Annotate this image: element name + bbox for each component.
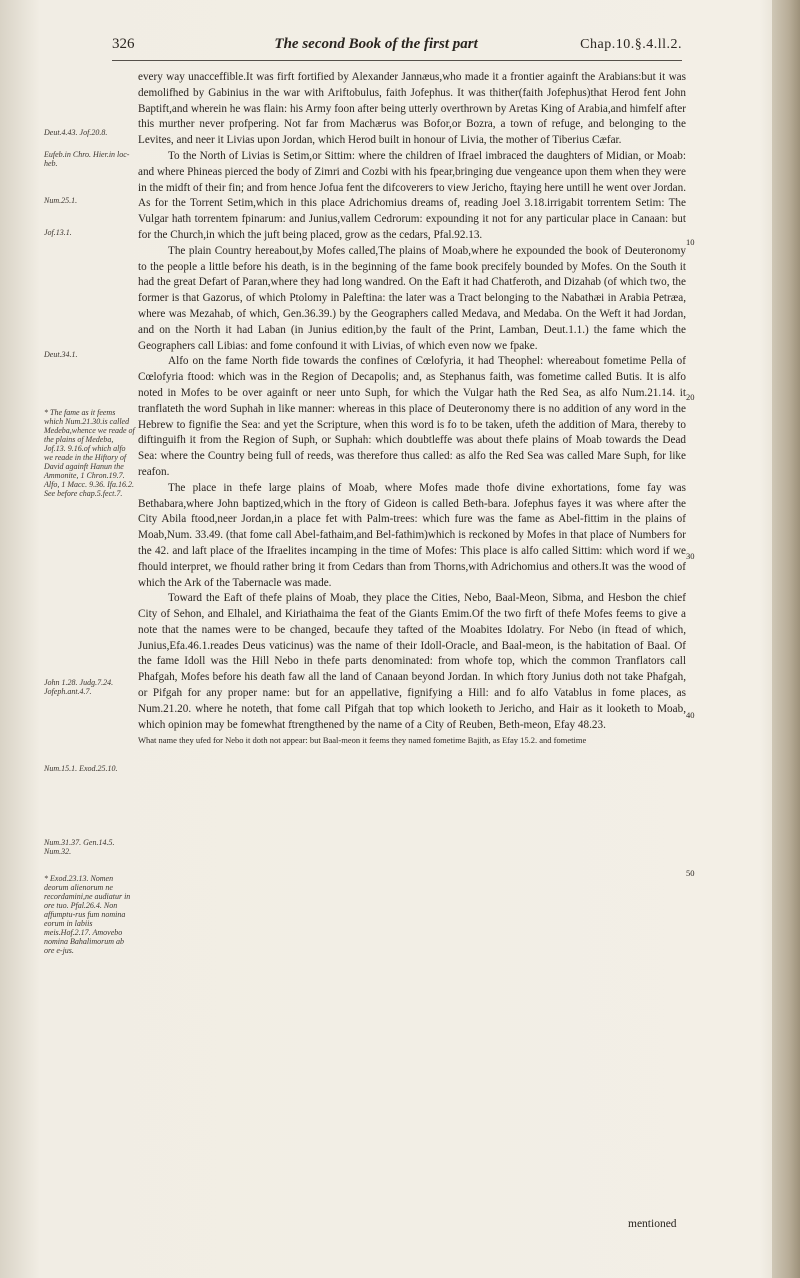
margin-note: Deut.4.43. Jof.20.8. bbox=[44, 128, 108, 137]
paragraph: every way unacceffible.It was firft fortified by Alexander Jannæus,who made it a frontier againft the Arabians:but it was demolifhed by Gabinius in the war with Ariftobulus, faith Jofephus. It was thither(faith Jofephus)that Herod fent John Baptift,and wherein he was flain: his Army foon after being utterly overthrown by Aretas King of Arabia,and himfelf after this murther never profpering. Not far from Machærus was Bofor,or Bozra, a town of refuge, and belonging to the Levites, and neer it Livias upon Jordan, which Herod built in honour of Livia, the mother of Tiberius Cæfar. bbox=[138, 71, 686, 147]
line-number: 10 bbox=[686, 237, 695, 247]
margin-note: Num.15.1. Exod.25.10. bbox=[44, 764, 118, 773]
margin-note: * Exod.23.13. Nomen deorum alienorum ne recordamini,ne audiatur in ore tuo. Pfal.26.4. Non affumptu-rus fum nomina eorum in labiis meis.Hof.2.17. Amovebo nomina Bahalimorum ab ore e-jus. bbox=[44, 874, 131, 955]
paragraph: The place in thefe large plains of Moab, where Mofes made thofe divine exhortations, fome fay was Bethabara,where John baptized,which in the ftory of Gideon is called Beth-bara. Jofephus fayes it was where after the City Abila ftood,neer Jordan,in a place fet with Palm-trees: which fure was the fame as Abel-fittim in the plains of Moab,Num. 33.49. (that fome call Abel-fathaim,and Bel-fathim)which is reckoned by Mofes in that place of Numbers for the 42. and laft place of the Ifraelites incamping in the time of Mofes: This place is alfo called Sittim: which word if we fhould interpret, we fhould rather bring it from Cedars than from Thorns,with Adrichomius and others.It was the wood of which the Ark of the Tabernacle was made. bbox=[138, 481, 686, 589]
margin-note: Deut.34.1. bbox=[44, 350, 78, 359]
page-edge-shadow bbox=[772, 0, 800, 1278]
margin-note: Jof.13.1. bbox=[44, 228, 72, 237]
margin-note: Num.31.37. Gen.14.5. Num.32. bbox=[44, 838, 115, 856]
running-title: The second Book of the first part bbox=[274, 36, 478, 52]
line-number: 20 bbox=[686, 392, 695, 402]
margin-note: * The fame as it feems which Num.21.30.is called Medeba,whence we reade of the plains of Medeba, Jof.13. 9.16.of which alfo we reade in the Hiftory of David againft Hanun the Ammonite, 1 Chron.19.7. Alfo, 1 Macc. 9.36. Ifa.16.2. See before chap.5.fect.7. bbox=[44, 408, 135, 498]
paragraph: Toward the Eaft of thefe plains of Moab, they place the Cities, Nebo, Baal-Meon, Sibma, and Hesbon the chief City of Sehon, and Elhalel, and Kiriathaima the feat of the Giants Emim.Of the two firft of thefe Mofes feems to give a note that the names were to be changed, becaufe they tafted of the Moabites Idolatry. For Nebo (in ftead of which, Junius,Efa.46.1.reades Deus vaticinus) was the name of their Idoll-Oracle, and Baal-meon, is the habitation of Baal. Of the fame Idoll was the Hill Nebo in thefe parts denominated: from whofe top, which the common Tranflators call Phafgah, Mofes before his death faw all the land of Canaan beyond Jordan. In which ftory Junius doth not take Phafgah, or Pifgah for any proper name: but for an appellative, fignifying a Hill: and fo alfo Vatablus in fome places, as Num.21.20. where he noteth, that fome call Pifgah that top which looketh to Jericho, and Hair as it looketh to Moab, which opinion may be fomewhat ftrengthened by the name of a City of Reuben, Beth-meon, Efay 48.23. bbox=[138, 592, 686, 731]
line-number: 50 bbox=[686, 868, 695, 878]
header-rule bbox=[112, 60, 682, 61]
margin-note: Num.25.1. bbox=[44, 196, 78, 205]
paragraph: To the North of Livias is Setim,or Sittim: where the children of Ifrael imbraced the daughters of Midian, or Moab: and where Phineas pierced the body of Zimri and Cozbi with his fpear,bringing due vengeance upon them when they were in the midft of their fin; and from hence Jofua fent the difcoverers to view Jericho, ftaying here untill he went over Jordan. As for the Torrent Setim,which in this place Adrichomius dreams of, reading Joel 3.18.irrigabit torrentem Setim: The Vulgar hath torrentem fpinarum: and Junius,vallem Cedrorum: expounding it not for any particular place in Canaan: but for the Church,in which the juft being placed, grow as the cedars, Pfal.92.13. bbox=[138, 149, 687, 241]
footnote: What name they ufed for Nebo it doth not appear: but Baal-meon it feems they named fometime Bajith, as Efay 15.2. and fometime bbox=[138, 735, 587, 746]
paragraph: The plain Country hereabout,by Mofes called,The plains of Moab,where he expounded the book of Deuteronomy to the people a little before his death, is in the beginning of the fame book precifely bounded by Mofes. On the South it had the great Defart of Paran,where they had long wandred. On the Eaft it had Chatferoth, and Dizahab (of which two, the former is that Gazorus, of which Ptolomy in Paleftina: the later was a Tract belonging to the Nabathæi in Arabia Petræa, where was Mezahab, of which, Gen.36.39.) by the Geographers called Medava, and Medaba. On the Weft it had Jordan, and on the North it had Laban (in Junius edition,by the fault of the Print, Lamban, Deut.1.1.) the fame which the Geographers call Libias: and fome confound it with Livias, of which even now we fpake. bbox=[138, 244, 686, 352]
line-number: 40 bbox=[686, 710, 695, 720]
margin-note: Eufeb.in Chro. Hier.in loc-heb. bbox=[44, 150, 130, 168]
page-number: 326 bbox=[112, 36, 135, 52]
line-number: 30 bbox=[686, 551, 695, 561]
margin-note: John 1.28. Judg.7.24. Jofeph.ant.4.7. bbox=[44, 678, 114, 696]
catchword: mentioned bbox=[628, 1218, 677, 1230]
main-text bbox=[138, 70, 686, 745]
chapter-reference: Chap.10.§.4.ll.2. bbox=[580, 37, 682, 52]
running-header bbox=[112, 36, 682, 60]
paragraph: Alfo on the fame North fide towards the confines of Cœlofyria, it had Theophel: whereabout fometime Pella of Cœlofyria ftood: which was in the Region of Decapolis; and, as Stephanus faith, was fometime called Butis. It is alfo noted in Mofes to be over againft or neer unto Suph, for which the Vulgar hath the Red Sea, as alfo Num.21.14. it tranflateth the word Suphah in like manner: whereas in this place of Deuteronomy there is no addition of any word in the Hebrew to fignifie the Sea: and yet the Scripture, when this word is fo to be taken, ufeth the addition of Mara, thereby to diftinguifh it from the Region of Suph, or Suphah: which doubtleffe was about thefe plains of Moab towards the Dead Sea: where the Country being full of reeds, was therefore thus called: as alfo the Red Sea was called Mare Suph, for like reafon. bbox=[138, 355, 686, 478]
